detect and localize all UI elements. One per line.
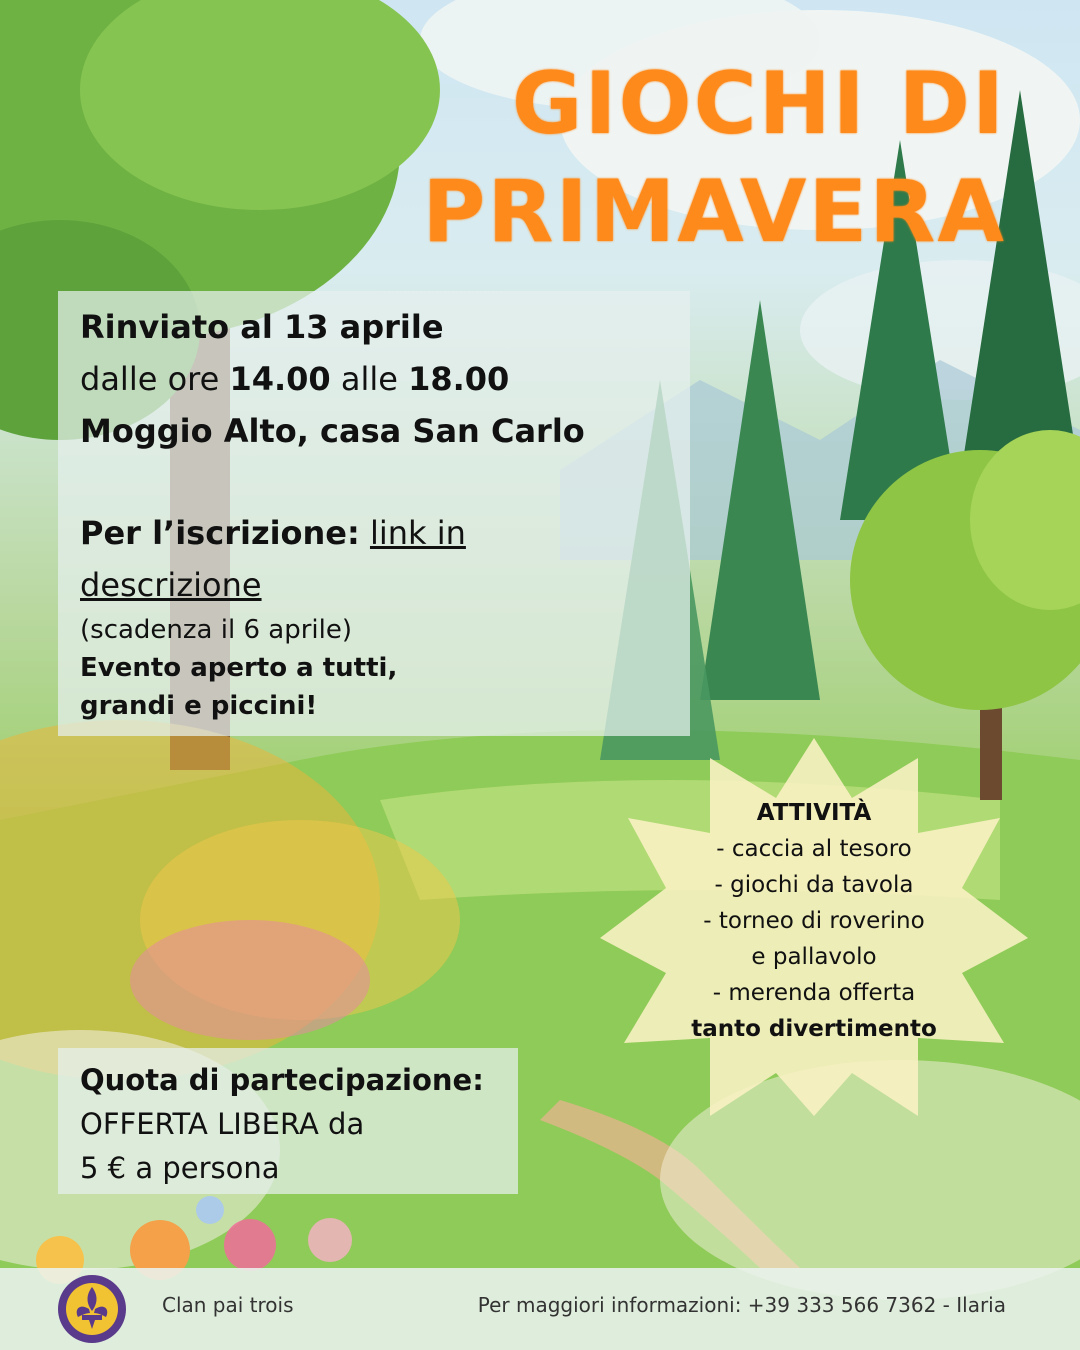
clan-name: Clan pai trois: [162, 1293, 294, 1317]
fee-line-2: 5 € a persona: [80, 1151, 280, 1185]
time-prefix: dalle ore: [80, 360, 220, 398]
activity-item: - caccia al tesoro: [716, 836, 912, 862]
time-mid: alle: [340, 360, 398, 398]
event-time: [80, 353, 690, 405]
event-title: [422, 50, 1006, 266]
signup-link-continued[interactable]: descrizione: [80, 566, 262, 604]
contact-info: Per maggiori informazioni: +39 333 566 7362 - Ilaria: [477, 1293, 1006, 1317]
activity-item: - merenda offerta: [712, 980, 916, 1006]
fee-line-1: OFFERTA LIBERA da: [80, 1107, 365, 1141]
activity-item: e pallavolo: [751, 944, 877, 970]
open-event-line-1: Evento aperto a tutti,: [80, 653, 398, 683]
activities-list: [600, 795, 1028, 1047]
title-line-2: PRIMAVERA: [422, 162, 1006, 262]
time-start: 14.00: [229, 360, 331, 398]
fee-panel: [58, 1048, 518, 1194]
event-date: Rinviato al 13 aprile: [80, 308, 444, 346]
activity-item: - torneo di roverino: [703, 908, 925, 934]
signup-link[interactable]: link in: [369, 514, 466, 552]
event-location: Moggio Alto, casa San Carlo: [80, 412, 585, 450]
signup-line: [80, 507, 690, 559]
signup-deadline: (scadenza il 6 aprile): [80, 615, 352, 645]
title-line-1: GIOCHI DI: [511, 54, 1006, 154]
agesci-fleur-de-lis-icon: [56, 1273, 128, 1345]
event-info-panel: [58, 291, 690, 736]
signup-label: Per l’iscrizione:: [80, 514, 360, 552]
time-end: 18.00: [408, 360, 510, 398]
activity-item: - giochi da tavola: [714, 872, 914, 898]
open-event-line-2: grandi e piccini!: [80, 691, 318, 721]
activities-heading: ATTIVITÀ: [756, 800, 872, 826]
activities-closing: tanto divertimento: [691, 1016, 937, 1042]
fee-label: Quota di partecipazione:: [80, 1063, 484, 1097]
